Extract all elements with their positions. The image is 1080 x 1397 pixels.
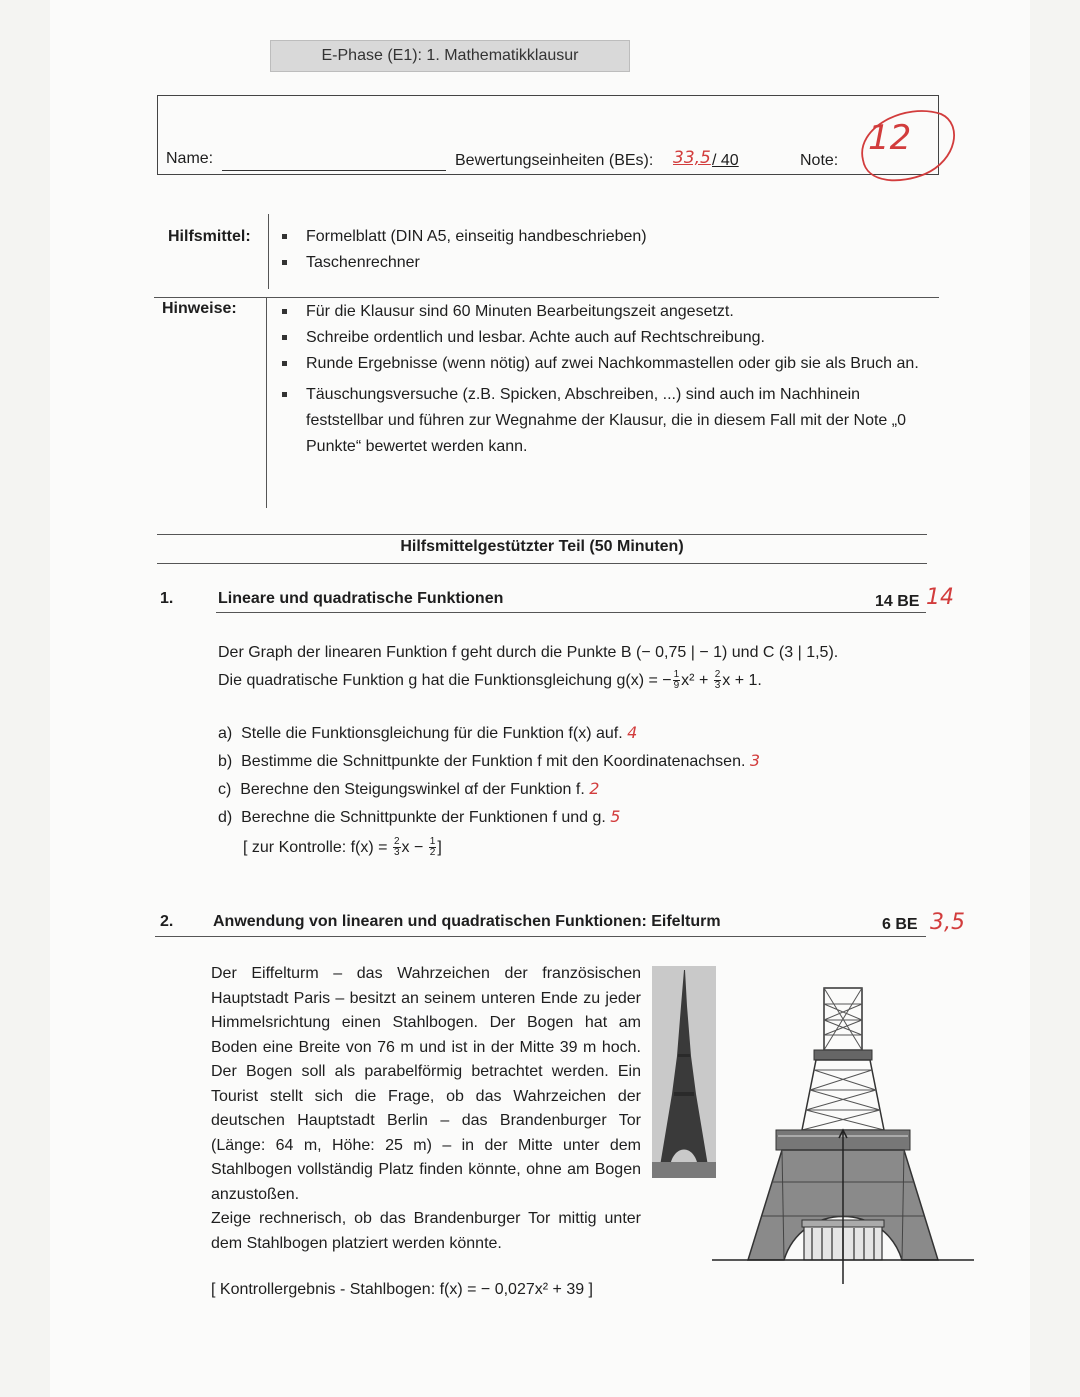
task1-subtasks bbox=[218, 719, 918, 831]
task1-intro-1: Der Graph der linearen Funktion f geht durch die Punkte B (− 0,75 | − 1) und C (3 | 1,5). bbox=[218, 644, 839, 661]
subtask-b: b) Bestimme die Schnittpunkte der Funktion f mit den Koordinatenachsen. 3 bbox=[218, 751, 761, 770]
fraction: $\frac{2}{3}$ bbox=[393, 836, 400, 859]
hinweise-list bbox=[280, 299, 920, 460]
eiffel-photo bbox=[652, 966, 716, 1178]
task1-control: [ zur Kontrolle: f(x) = $\frac{2}{3}$ x − $\frac{1}{2}$ ] bbox=[243, 836, 442, 859]
task1-title: Lineare und quadratische Funktionen bbox=[218, 590, 504, 607]
name-label: Name: bbox=[166, 150, 214, 167]
note-label: Note: bbox=[800, 152, 839, 169]
subtask-mark: 2 bbox=[589, 779, 600, 798]
task2-text: Der Eiffelturm – das Wahrzeichen der französischen Hauptstadt Paris – besitzt an seinem unteren Ende zu jeder Himmelsrichtung einen Stahlbogen. Der Bogen hat am Boden eine Breite von 76 m und ist in der Mitte 39 m hoch. Der Bogen soll als parabelförmig betrachtet werden. Ein Tourist stellt sich die Frage, ob das Wahrzeichen der deutschen Hauptstadt Berlin – das Brandenburger Tor (Länge: 64 m, Höhe: 25 m) – in der Mitte unter dem Stahlbogen vollständig Platz finden könnte, ohne am Bogen anzustoßen. Zeige rechnerisch, ob das Brandenburger Tor mittig unter dem Stahlbogen platziert werden könnte. bbox=[211, 965, 641, 1252]
subtask-mark: 4 bbox=[627, 723, 638, 742]
list-item: Taschenrechner bbox=[280, 250, 920, 276]
hinweise-label: Hinweise: bbox=[162, 300, 237, 317]
subtask-a: a) Stelle die Funktionsgleichung für die Funktion f(x) auf. 4 bbox=[218, 723, 638, 742]
subtask-mark: 3 bbox=[749, 751, 761, 770]
divider bbox=[155, 936, 926, 937]
list-item: Formelblatt (DIN A5, einseitig handbeschrieben) bbox=[280, 224, 920, 250]
eiffel-diagram bbox=[712, 970, 974, 1288]
fraction: $\frac{1}{9}$ bbox=[673, 669, 680, 692]
be-total: / 40 bbox=[712, 152, 739, 169]
divider bbox=[154, 297, 939, 298]
task1-points: 14 BE bbox=[875, 593, 920, 610]
name-line bbox=[222, 170, 446, 171]
task2-title: Anwendung von linearen und quadratischen Funktionen: Eifelturm bbox=[213, 913, 721, 930]
task2-control: [ Kontrollergebnis - Stahlbogen: f(x) = − 0,027x² + 39 ] bbox=[211, 1281, 593, 1298]
be-label: Bewertungseinheiten (BEs): bbox=[455, 152, 654, 169]
fraction: $\frac{1}{2}$ bbox=[429, 836, 436, 859]
be-score: 33,5 bbox=[673, 148, 711, 168]
hilfsmittel-label: Hilfsmittel: bbox=[168, 228, 251, 245]
exam-title: E-Phase (E1): 1. Mathematikklausur bbox=[270, 40, 630, 72]
list-item: Täuschungsversuche (z.B. Spicken, Abschreiben, ...) sind auch im Nachhinein feststellbar und führen zur Wegnahme der Klausur, die in diesem Fall mit der Note „0 Punkte“ bewertet werden kann. bbox=[280, 382, 920, 460]
fraction: $\frac{2}{3}$ bbox=[714, 669, 721, 692]
subtask-d: d) Berechne die Schnittpunkte der Funktionen f und g. 5 bbox=[218, 807, 621, 826]
task1-number: 1. bbox=[160, 590, 174, 607]
task2-points: 6 BE bbox=[882, 916, 918, 933]
section-title: Hilfsmittelgestützter Teil (50 Minuten) bbox=[400, 538, 684, 555]
task2-number: 2. bbox=[160, 913, 174, 930]
divider bbox=[157, 534, 927, 535]
task1-score: 14 bbox=[926, 585, 954, 610]
task1-intro-2: Die quadratische Funktion g hat die Funktionsgleichung g(x) = − $\frac{1}{9}$ x² + $\frac{2}{3}$ x + 1. bbox=[218, 669, 762, 692]
hilfsmittel-divider bbox=[268, 214, 269, 289]
subtask-mark: 5 bbox=[610, 807, 621, 826]
grade-value: 12 bbox=[868, 118, 912, 158]
task2-score: 3,5 bbox=[930, 910, 965, 935]
subtask-c: c) Berechne den Steigungswinkel αf der Funktion f. 2 bbox=[218, 779, 600, 798]
hilfsmittel-list bbox=[280, 224, 920, 276]
divider bbox=[216, 612, 926, 613]
list-item: Runde Ergebnisse (wenn nötig) auf zwei Nachkommastellen oder gib sie als Bruch an. bbox=[280, 351, 920, 377]
hinweise-divider bbox=[266, 298, 267, 508]
list-item: Schreibe ordentlich und lesbar. Achte auch auf Rechtschreibung. bbox=[280, 325, 920, 351]
list-item: Für die Klausur sind 60 Minuten Bearbeitungszeit angesetzt. bbox=[280, 299, 920, 325]
equation-prefix: Die quadratische Funktion g hat die Funktionsgleichung g(x) = − bbox=[218, 672, 672, 689]
divider bbox=[157, 563, 927, 564]
